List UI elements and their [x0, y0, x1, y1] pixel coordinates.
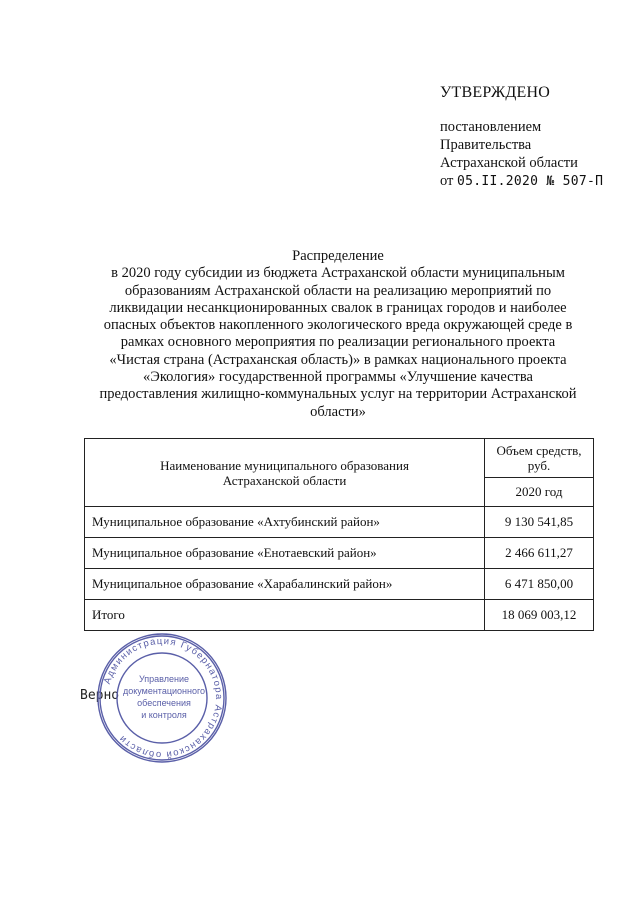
distribution-table — [84, 438, 594, 631]
seal-outer-text: Администрация Губернатора Астраханской области — [101, 635, 225, 761]
name-column-header — [85, 439, 485, 507]
row-name-enotaevsky: Муниципальное образование «Енотаевский район» — [85, 538, 485, 569]
heading-line-9: предоставления жилищно-коммунальных услуг на территории Астраханской — [99, 386, 577, 403]
table-row — [85, 569, 594, 600]
seal-inner-line-2: документационного — [122, 686, 206, 696]
row-value-enotaevsky: 2 466 611,27 — [485, 538, 594, 569]
official-seal-stamp-icon — [94, 630, 230, 766]
row-value-kharabalinsky: 6 471 850,00 — [485, 569, 594, 600]
date-prefix: от — [440, 173, 454, 189]
table-total-row — [85, 600, 594, 631]
verno-label: Верно — [80, 688, 120, 703]
funds-header-line-1: Объем средств, — [496, 443, 582, 458]
name-header-line-2: Астраханской области — [222, 472, 347, 488]
approval-line-2: Правительства — [440, 137, 532, 153]
funds-header-line-2: руб. — [527, 458, 551, 473]
heading-line-5: опасных объектов накопленного экологического вреда окружающей среде в — [103, 317, 573, 334]
document-heading — [84, 248, 592, 421]
table-row — [85, 538, 594, 569]
heading-line-6: рамках основного мероприятия по реализации регионального проекта — [120, 334, 556, 351]
heading-line-2: в 2020 году субсидии из бюджета Астраханской области муниципальным — [111, 265, 565, 282]
heading-line-7: «Чистая страна (Астраханская область)» в рамках национального проекта — [109, 351, 567, 368]
seal-inner-line-1: Управление — [138, 674, 190, 684]
heading-line-8: «Экология» государственной программы «Улучшение качества — [143, 369, 533, 386]
table-header-row — [85, 439, 594, 478]
row-name-akhtubinsky: Муниципальное образование «Ахтубинский район» — [85, 507, 485, 538]
row-value-total: 18 069 003,12 — [485, 600, 594, 631]
approval-line-1: постановлением — [440, 119, 542, 135]
table-row — [85, 507, 594, 538]
approval-line-3: Астраханской области — [440, 155, 578, 171]
approval-date-line — [440, 172, 620, 191]
approval-block — [440, 84, 620, 191]
year-column-header: 2020 год — [485, 478, 594, 507]
name-header-line-1: Наименование муниципального образования — [160, 457, 409, 473]
row-name-kharabalinsky: Муниципальное образование «Харабалинский район» — [85, 569, 485, 600]
row-name-total: Итого — [85, 600, 485, 631]
heading-line-4: ликвидации несанкционированных свалок в границах городов и наиболее — [109, 299, 567, 316]
approved-title: УТВЕРЖДЕНО — [440, 84, 551, 101]
seal-inner-line-4: и контроля — [141, 710, 187, 720]
row-value-akhtubinsky: 9 130 541,85 — [485, 507, 594, 538]
heading-line-1: Распределение — [292, 248, 384, 264]
funds-column-header — [485, 439, 594, 478]
decree-number: 05.II.2020 № 507-П — [457, 174, 604, 189]
seal-inner-line-3: обеспечения — [137, 698, 191, 708]
heading-line-10: области» — [310, 403, 366, 420]
heading-line-3: образованиям Астраханской области на реализацию мероприятий по — [124, 282, 552, 299]
